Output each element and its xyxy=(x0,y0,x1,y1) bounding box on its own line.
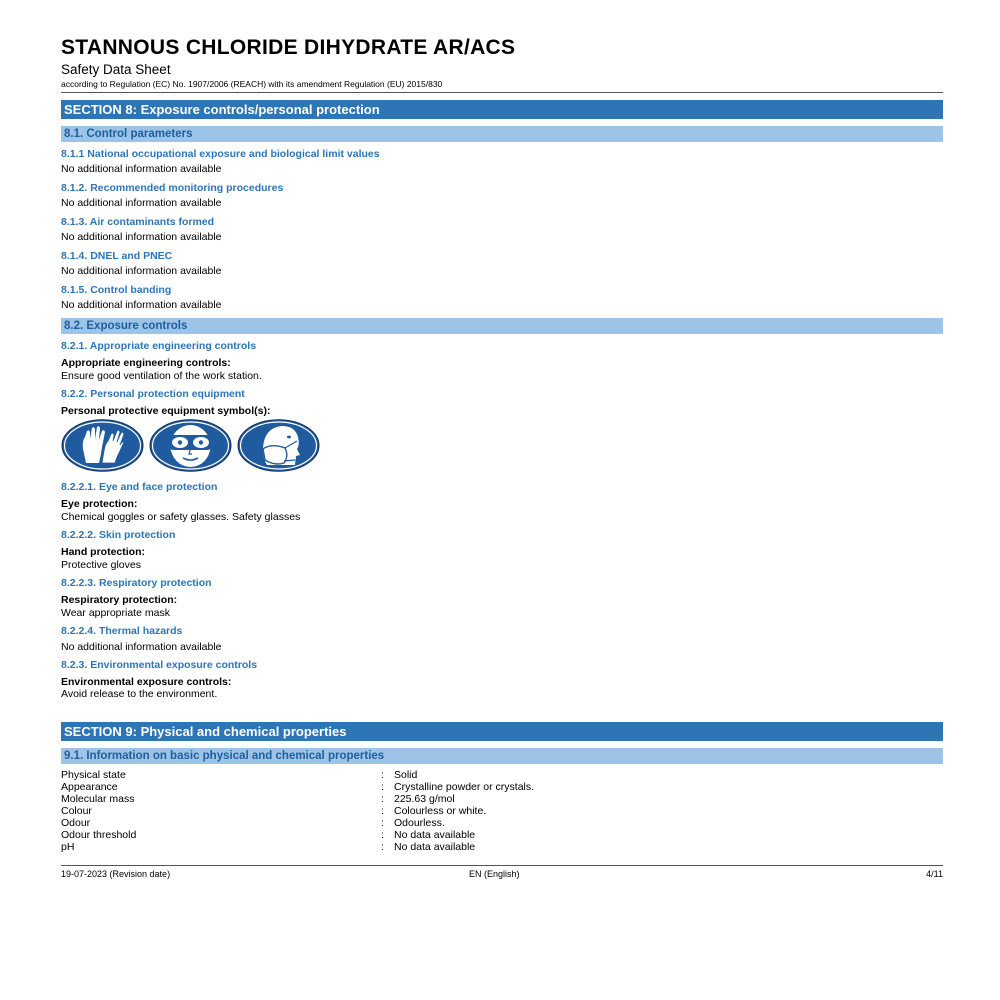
label-respiratory-protection: Respiratory protection: xyxy=(61,594,178,606)
heading-8-1-5: 8.1.5. Control banding xyxy=(61,284,172,296)
section-9-header: SECTION 9: Physical and chemical properties xyxy=(61,722,943,741)
property-row xyxy=(61,805,943,817)
property-colon: : xyxy=(381,805,384,817)
property-colon: : xyxy=(381,793,384,805)
property-colon: : xyxy=(381,781,384,793)
property-value: Odourless. xyxy=(394,817,445,829)
heading-8-2-2-4: 8.2.2.4. Thermal hazards xyxy=(61,625,183,637)
heading-8-2-2-2: 8.2.2.2. Skin protection xyxy=(61,529,176,541)
goggles-icon xyxy=(149,419,232,472)
label-hand-protection: Hand protection: xyxy=(61,546,145,558)
property-row xyxy=(61,793,943,805)
label-ppe-symbols: Personal protective equipment symbol(s): xyxy=(61,405,271,417)
property-row xyxy=(61,817,943,829)
property-row xyxy=(61,769,943,781)
footer-page-number: 4/11 xyxy=(926,869,943,879)
text-8-1-4: No additional information available xyxy=(61,265,222,277)
properties-table xyxy=(61,769,943,853)
text-8-1-1: No additional information available xyxy=(61,163,222,175)
subsection-8-2-header: 8.2. Exposure controls xyxy=(61,318,943,334)
property-value: No data available xyxy=(394,829,476,841)
label-environmental-controls: Environmental exposure controls: xyxy=(61,676,232,688)
property-name: Molecular mass xyxy=(61,793,135,805)
document-subtitle: Safety Data Sheet xyxy=(61,62,171,77)
gloves-icon xyxy=(61,419,144,472)
text-8-1-2: No additional information available xyxy=(61,197,222,209)
property-colon: : xyxy=(381,829,384,841)
subsection-9-1-header: 9.1. Information on basic physical and chemical properties xyxy=(61,748,943,764)
property-colon: : xyxy=(381,769,384,781)
heading-8-2-2-1: 8.2.2.1. Eye and face protection xyxy=(61,481,218,493)
property-value: Solid xyxy=(394,769,418,781)
mask-icon xyxy=(237,419,320,472)
text-engineering-controls: Ensure good ventilation of the work station. xyxy=(61,370,262,382)
text-thermal-hazards: No additional information available xyxy=(61,641,222,653)
ppe-symbols xyxy=(61,419,320,474)
subsection-8-1-header: 8.1. Control parameters xyxy=(61,126,943,142)
heading-8-1-4: 8.1.4. DNEL and PNEC xyxy=(61,250,173,262)
property-value: 225.63 g/mol xyxy=(394,793,455,805)
property-value: No data available xyxy=(394,841,476,853)
property-name: Odour threshold xyxy=(61,829,137,841)
heading-8-2-3: 8.2.3. Environmental exposure controls xyxy=(61,659,258,671)
property-name: Appearance xyxy=(61,781,118,793)
property-value: Colourless or white. xyxy=(394,805,487,817)
heading-8-2-1: 8.2.1. Appropriate engineering controls xyxy=(61,340,257,352)
regulation-line: according to Regulation (EC) No. 1907/2006 (REACH) with its amendment Regulation (EU) 2015/830 xyxy=(61,79,443,89)
document-title: STANNOUS CHLORIDE DIHYDRATE AR/ACS xyxy=(61,36,516,59)
footer-revision-date: 19-07-2023 (Revision date) xyxy=(61,869,171,879)
heading-8-2-2: 8.2.2. Personal protection equipment xyxy=(61,388,245,400)
property-row xyxy=(61,841,943,853)
property-colon: : xyxy=(381,841,384,853)
heading-8-2-2-3: 8.2.2.3. Respiratory protection xyxy=(61,577,212,589)
property-name: Physical state xyxy=(61,769,126,781)
property-name: Colour xyxy=(61,805,92,817)
heading-8-1-1: 8.1.1 National occupational exposure and biological limit values xyxy=(61,148,380,160)
label-eye-protection: Eye protection: xyxy=(61,498,138,510)
property-name: Odour xyxy=(61,817,91,829)
text-environmental-controls: Avoid release to the environment. xyxy=(61,688,218,700)
property-colon: : xyxy=(381,817,384,829)
heading-8-1-3: 8.1.3. Air contaminants formed xyxy=(61,216,215,228)
text-8-1-3: No additional information available xyxy=(61,231,222,243)
footer-divider xyxy=(61,865,943,866)
footer-language: EN (English) xyxy=(469,869,520,879)
property-name: pH xyxy=(61,841,75,853)
heading-8-1-2: 8.1.2. Recommended monitoring procedures xyxy=(61,182,284,194)
property-row xyxy=(61,781,943,793)
header-divider xyxy=(61,92,943,93)
text-8-1-5: No additional information available xyxy=(61,299,222,311)
property-row xyxy=(61,829,943,841)
label-engineering-controls: Appropriate engineering controls: xyxy=(61,357,231,369)
property-value: Crystalline powder or crystals. xyxy=(394,781,535,793)
section-8-header: SECTION 8: Exposure controls/personal protection xyxy=(61,100,943,119)
text-eye-protection: Chemical goggles or safety glasses. Safety glasses xyxy=(61,511,301,523)
text-respiratory-protection: Wear appropriate mask xyxy=(61,607,170,619)
text-hand-protection: Protective gloves xyxy=(61,559,141,571)
